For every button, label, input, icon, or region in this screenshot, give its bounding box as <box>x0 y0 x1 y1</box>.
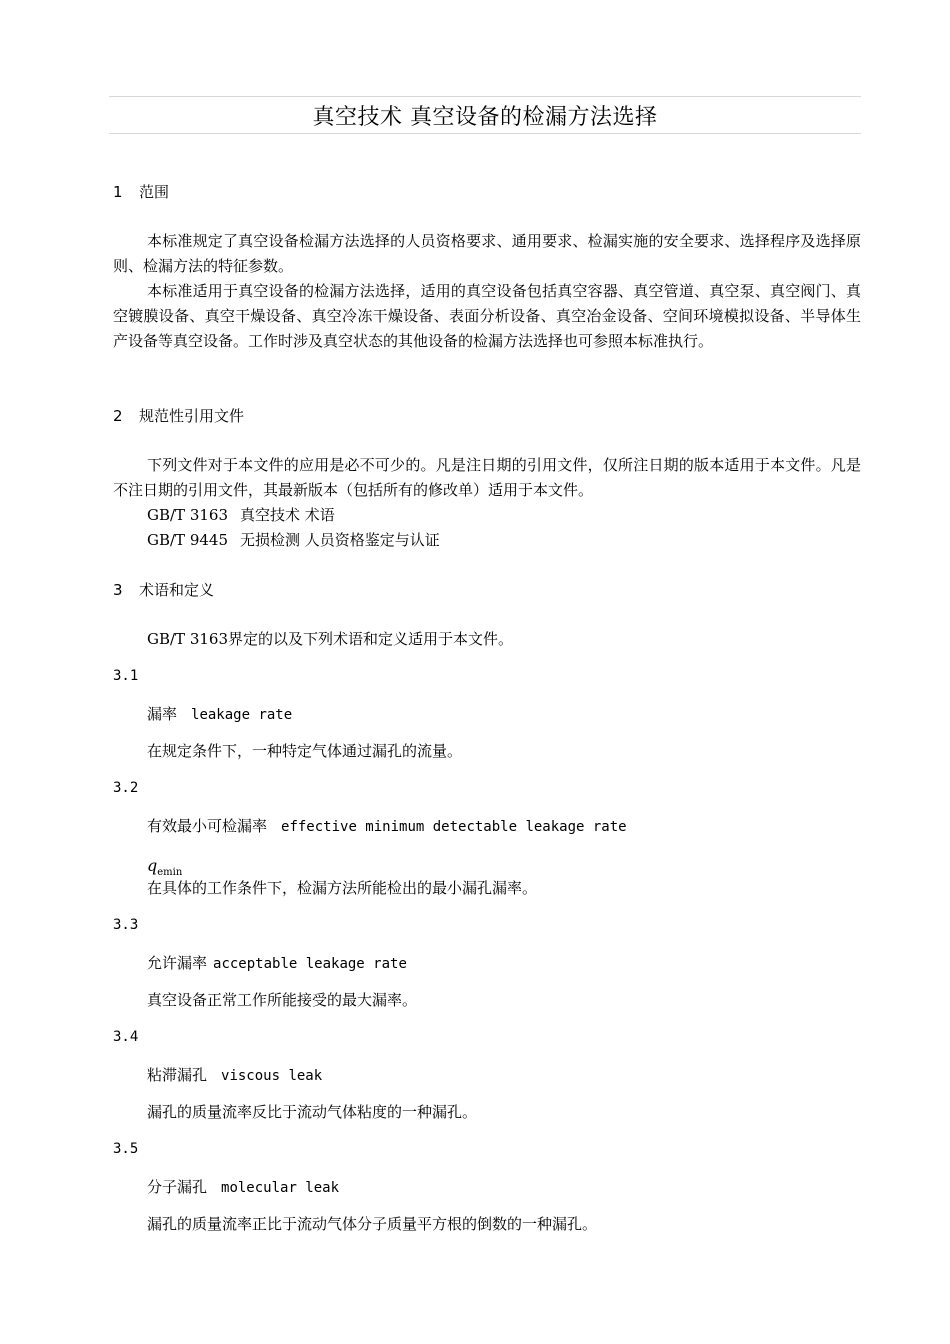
term-english: leakage rate <box>191 707 293 723</box>
section-2-heading <box>113 405 244 426</box>
term-entry <box>147 703 292 724</box>
term-definition: 漏孔的质量流率正比于流动气体分子质量平方根的倒数的一种漏孔。 <box>147 1215 598 1233</box>
term-chinese: 漏率 <box>147 705 178 723</box>
section-3-heading <box>113 579 214 600</box>
term-english: acceptable leakage rate <box>213 956 407 972</box>
term-symbol <box>147 856 182 878</box>
document-title: 真空技术 真空设备的检漏方法选择 <box>312 104 658 130</box>
section-number: 3 <box>113 581 123 599</box>
term-english: molecular leak <box>221 1180 340 1196</box>
reference-item <box>147 504 335 525</box>
section-1-paragraph-2: 本标准适用于真空设备的检漏方法选择，适用的真空设备包括真空容器、真空管道、真空泵、真空阀门、真空镀膜设备、真空干燥设备、真空冷冻干燥设备、表面分析设备、真空冶金设备、空间环境模拟设备、半导体生产设备等真空设备。工作时涉及真空状态的其他设备的检漏方法选择也可参照本标准执行。 <box>113 282 861 350</box>
section-1-heading <box>113 181 169 202</box>
symbol-subscript: emin <box>157 867 183 879</box>
clause-number: 3.5 <box>113 1141 139 1157</box>
section-2-paragraph-1: 下列文件对于本文件的应用是必不可少的。凡是注日期的引用文件，仅所注日期的版本适用于本文件。凡是不注日期的引用文件，其最新版本（包括所有的修改单）适用于本文件。 <box>113 456 861 499</box>
reference-title: 真空技术 术语 <box>240 506 335 524</box>
section-number: 2 <box>113 407 123 425</box>
section-3-intro: GB/T 3163界定的以及下列术语和定义适用于本文件。 <box>147 630 514 648</box>
term-entry <box>147 1064 322 1085</box>
reference-code: GB/T 9445 <box>147 531 229 549</box>
term-definition: 在具体的工作条件下，检漏方法所能检出的最小漏孔漏率。 <box>147 879 538 897</box>
reference-title: 无损检测 人员资格鉴定与认证 <box>240 531 440 549</box>
clause-number: 3.4 <box>113 1029 139 1045</box>
clause-number: 3.3 <box>113 917 139 933</box>
section-title: 规范性引用文件 <box>139 407 245 425</box>
section-1-paragraph-1: 本标准规定了真空设备检漏方法选择的人员资格要求、通用要求、检漏实施的安全要求、选择程序及选择原则、检漏方法的特征参数。 <box>113 232 861 275</box>
section-number: 1 <box>113 183 123 201</box>
reference-item <box>147 529 440 550</box>
clause-number: 3.1 <box>113 668 139 684</box>
term-definition: 漏孔的质量流率反比于流动气体粘度的一种漏孔。 <box>147 1103 478 1121</box>
term-entry <box>147 815 627 836</box>
term-chinese: 分子漏孔 <box>147 1178 208 1196</box>
term-entry <box>147 1176 339 1197</box>
title-bar <box>109 96 861 134</box>
symbol-letter: q <box>147 856 158 875</box>
term-definition: 在规定条件下，一种特定气体通过漏孔的流量。 <box>147 742 463 760</box>
clause-number: 3.2 <box>113 780 139 796</box>
term-definition: 真空设备正常工作所能接受的最大漏率。 <box>147 991 418 1009</box>
term-english: effective minimum detectable leakage rate <box>281 819 627 835</box>
reference-code: GB/T 3163 <box>147 506 229 524</box>
term-chinese: 粘滞漏孔 <box>147 1066 208 1084</box>
term-chinese: 有效最小可检漏率 <box>147 817 268 835</box>
term-entry <box>147 952 407 973</box>
section-title: 范围 <box>139 183 170 201</box>
term-english: viscous leak <box>221 1068 323 1084</box>
section-title: 术语和定义 <box>139 581 215 599</box>
term-chinese: 允许漏率 <box>147 954 208 972</box>
